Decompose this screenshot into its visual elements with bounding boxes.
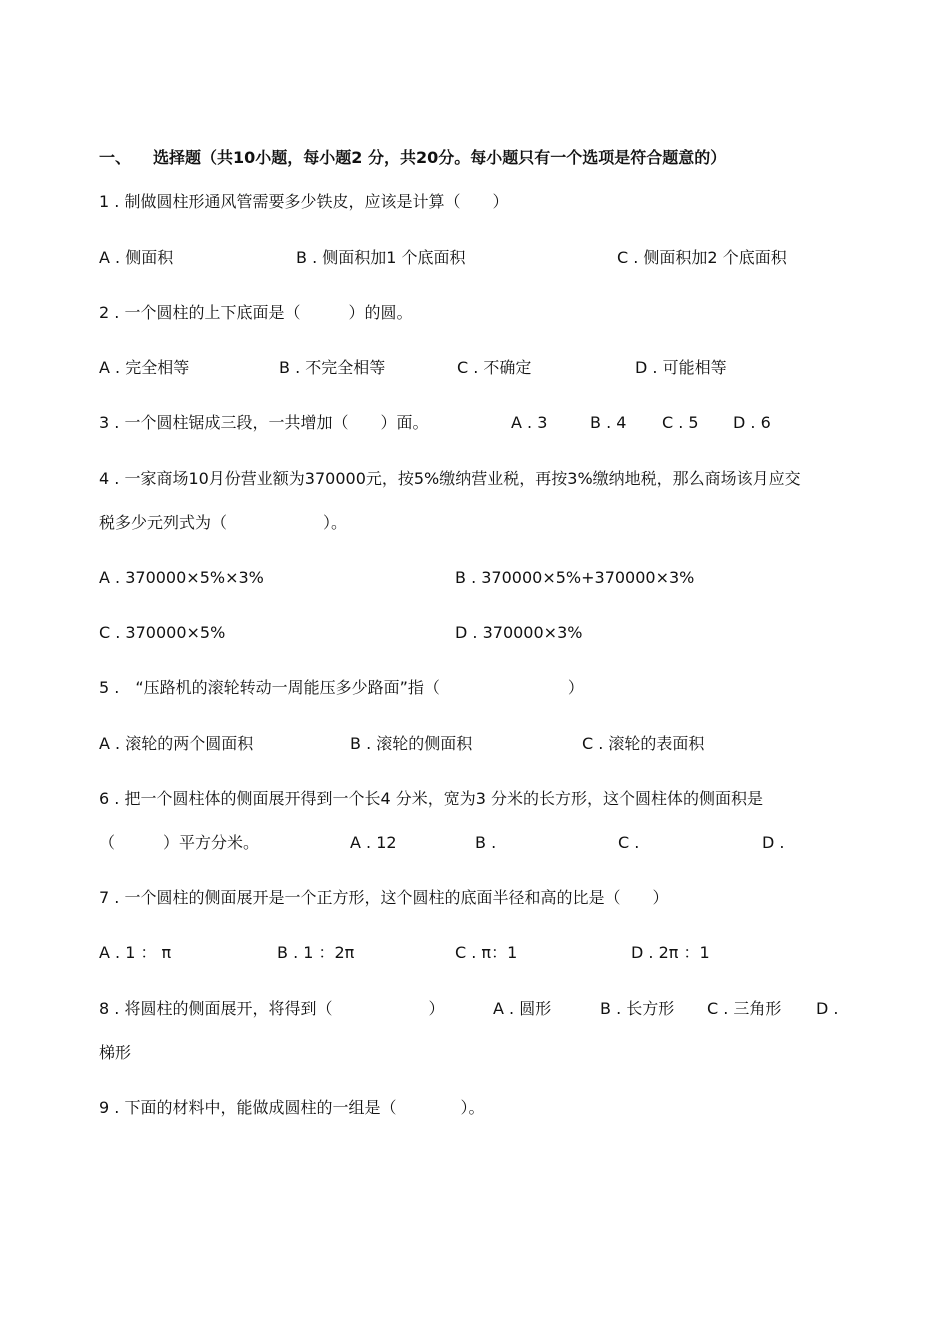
question-3-option-a: A . 3 [511,413,548,432]
question-3-stem: 3 . 一个圆柱锯成三段，一共增加（ ）面。 [99,413,429,432]
question-3-option-c: C . 5 [662,413,699,432]
section-number: 一、 [99,148,132,167]
question-6-stem-line1: 6 . 把一个圆柱体的侧面展开得到一个长4 分米，宽为3 分米的长方形，这个圆柱体的侧面积是 [99,789,763,808]
question-2-option-a: A . 完全相等 [99,358,190,377]
section-title: 选择题（共10小题，每小题2 分，共20分。每小题只有一个选项是符合题意的） [153,148,727,167]
question-5-option-a: A . 滚轮的两个圆面积 [99,734,254,753]
question-3-option-d: D . 6 [733,413,771,432]
question-8-option-a: A . 圆形 [493,999,552,1018]
question-6-option-b: B . [475,833,497,852]
question-4-stem-line1: 4 . 一家商场10月份营业额为370000元，按5%缴纳营业税，再按3%缴纳地税，那么商场该月应交 [99,469,801,488]
question-4-option-d: D . 370000×3% [455,623,583,642]
question-7-option-a: A . 1 ： π [99,943,172,962]
question-2-option-c: C . 不确定 [457,358,532,377]
question-1-stem: 1 . 制做圆柱形通风管需要多少铁皮，应该是计算（ ） [99,192,509,211]
question-7-option-b: B . 1 ：2π [277,943,355,962]
question-6-stem-line2: （ ）平方分米。 [99,833,260,852]
question-6-option-a: A . 12 [350,833,397,852]
question-5-option-c: C . 滚轮的表面积 [582,734,705,753]
question-1-option-b: B . 侧面积加1 个底面积 [296,248,466,267]
question-8-option-d: D . [816,999,839,1018]
question-4-option-a: A . 370000×5%×3% [99,568,264,587]
question-8-option-c: C . 三角形 [707,999,782,1018]
section-heading [99,148,131,168]
question-4-stem-line2: 税多少元列式为（ ）。 [99,513,348,532]
question-1-option-c: C . 侧面积加2 个底面积 [617,248,787,267]
question-9-stem: 9 . 下面的材料中，能做成圆柱的一组是（ ）。 [99,1098,485,1117]
question-5-stem: 5 . “压路机的滚轮转动一周能压多少路面”指（ ） [99,678,584,697]
question-1-option-a: A . 侧面积 [99,248,174,267]
question-4-option-b: B . 370000×5%+370000×3% [455,568,695,587]
question-8-stem-line2: 梯形 [99,1043,132,1062]
question-5-option-b: B . 滚轮的侧面积 [350,734,473,753]
question-3-option-b: B . 4 [590,413,627,432]
question-7-stem: 7 . 一个圆柱的侧面展开是一个正方形，这个圆柱的底面半径和高的比是（ ） [99,888,669,907]
question-6-option-d: D . [762,833,785,852]
question-7-option-c: C . π：1 [455,943,518,962]
question-2-option-d: D . 可能相等 [635,358,727,377]
question-2-stem: 2 . 一个圆柱的上下底面是（ ）的圆。 [99,303,413,322]
question-4-option-c: C . 370000×5% [99,623,226,642]
question-8-option-b: B . 长方形 [600,999,675,1018]
question-8-stem-line1: 8 . 将圆柱的侧面展开，将得到（ ） [99,999,445,1018]
question-6-option-c: C . [618,833,640,852]
question-2-option-b: B . 不完全相等 [279,358,386,377]
question-7-option-d: D . 2π ：1 [631,943,710,962]
